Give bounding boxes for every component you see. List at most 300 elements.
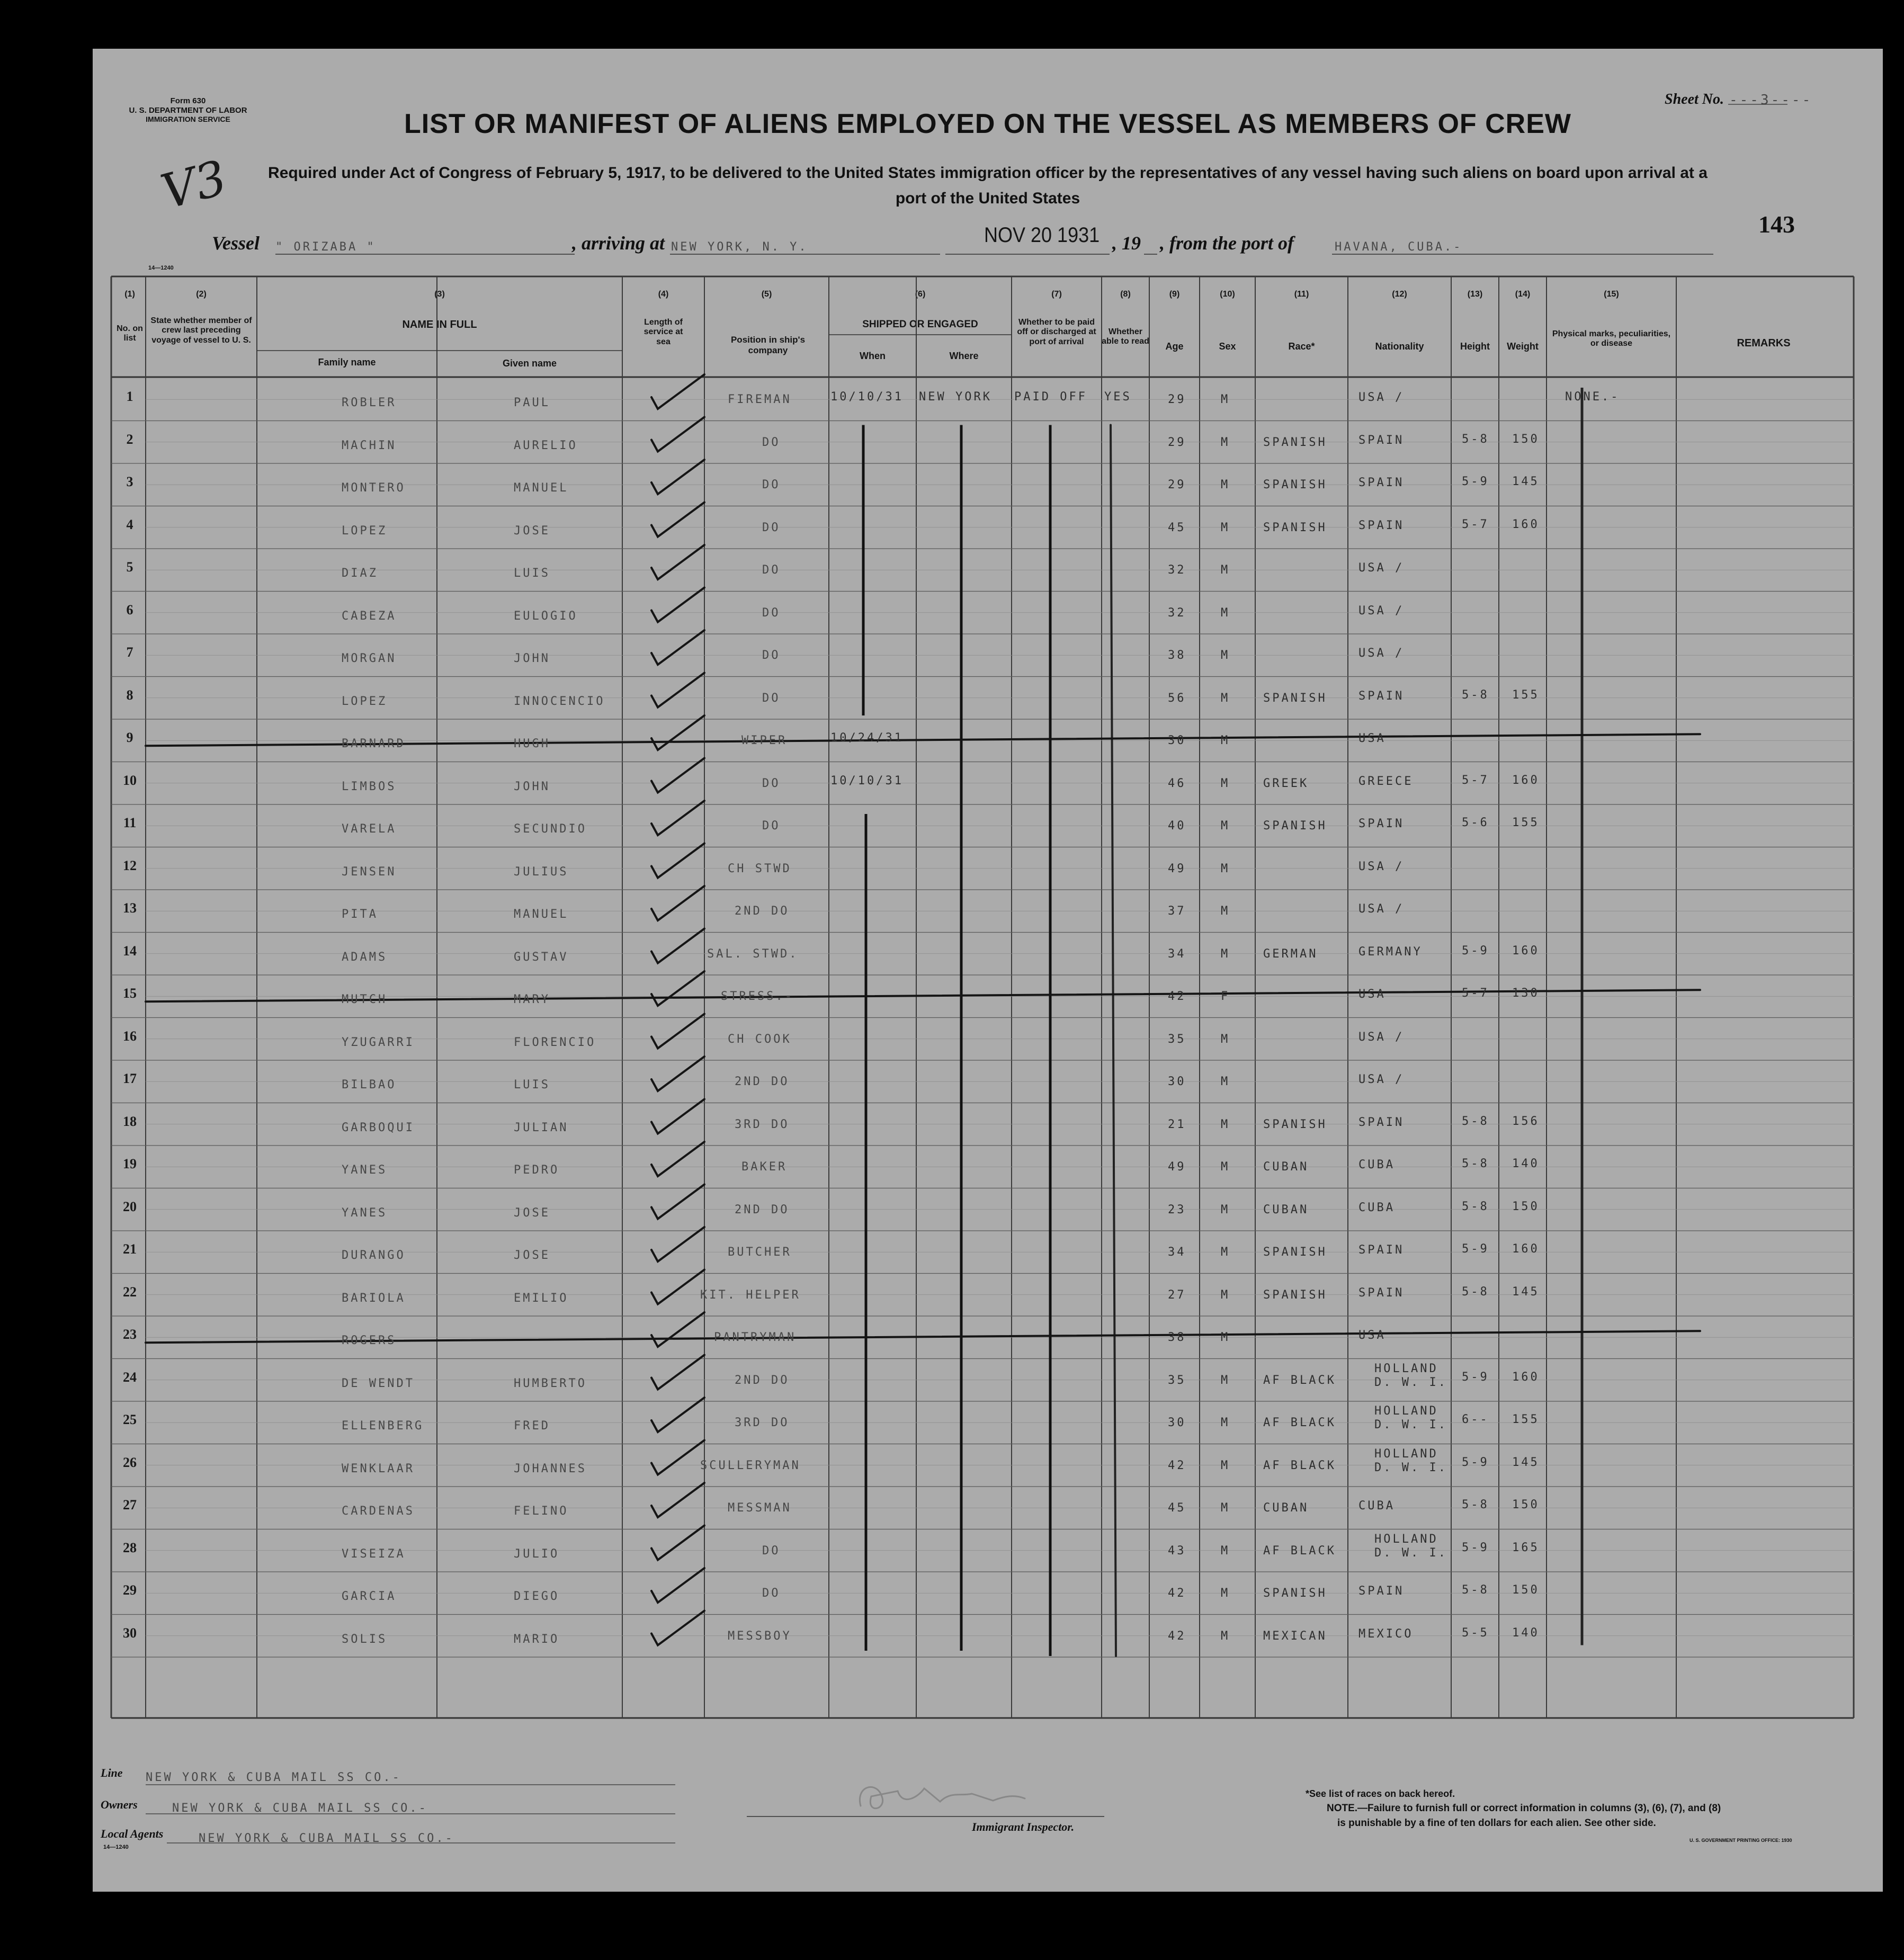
race: SPANISH bbox=[1263, 521, 1327, 534]
family-name: YANES bbox=[342, 1206, 388, 1220]
nationality: USA / bbox=[1358, 647, 1405, 660]
family-name: YZUGARRI bbox=[342, 1035, 415, 1049]
sex: M bbox=[1221, 1331, 1230, 1344]
position: MESSMAN bbox=[728, 1501, 792, 1515]
family-name: MACHIN bbox=[342, 438, 397, 452]
given-name: DIEGO bbox=[514, 1590, 560, 1603]
nationality: HOLLAND D. W. I. bbox=[1374, 1362, 1447, 1389]
age: 56 bbox=[1168, 691, 1186, 705]
line-value: NEW YORK & CUBA MAIL SS CO.- bbox=[146, 1771, 401, 1784]
height: 5-9 bbox=[1462, 1541, 1489, 1554]
col-num-1: (1) bbox=[124, 290, 135, 299]
owners-label: Owners bbox=[101, 1798, 138, 1811]
row-number: 23 bbox=[123, 1327, 137, 1342]
row-number: 22 bbox=[123, 1284, 137, 1300]
race: AF BLACK bbox=[1263, 1373, 1336, 1387]
sheet-value: ---3---- bbox=[1729, 92, 1813, 108]
row-number: 6 bbox=[126, 602, 133, 617]
given-name: JULIUS bbox=[514, 865, 569, 879]
shipped-when: 10/24/31 bbox=[830, 731, 904, 745]
age: 35 bbox=[1168, 1032, 1186, 1046]
col-num-14: (14) bbox=[1515, 290, 1531, 299]
service-checkmark bbox=[651, 886, 704, 920]
age: 30 bbox=[1168, 1075, 1186, 1088]
sex: M bbox=[1221, 1032, 1230, 1046]
row-number: 27 bbox=[123, 1497, 137, 1512]
age: 27 bbox=[1168, 1288, 1186, 1302]
given-name: FELINO bbox=[514, 1505, 569, 1518]
row-number: 3 bbox=[126, 474, 133, 489]
given-name: FLORENCIO bbox=[514, 1035, 596, 1049]
sex: M bbox=[1221, 1373, 1230, 1387]
given-name: JOSE bbox=[514, 1206, 550, 1220]
height: 5-5 bbox=[1462, 1626, 1489, 1640]
col-header-paid: Whether to be paid off or discharged at port of arrival bbox=[1017, 318, 1096, 346]
owners-value: NEW YORK & CUBA MAIL SS CO.- bbox=[172, 1802, 428, 1815]
row-number: 2 bbox=[126, 431, 133, 447]
age: 34 bbox=[1168, 1246, 1186, 1259]
subtitle-line-1: Required under Act of Congress of February 5, 1917, to be delivered to the United States immigration officer by the representatives of any vessel having such aliens on board upon arrival at a bbox=[268, 164, 1708, 182]
col-num-6: (6) bbox=[915, 290, 926, 299]
position: 2ND DO bbox=[735, 1075, 790, 1088]
sex: M bbox=[1221, 1587, 1230, 1600]
given-name: GUSTAV bbox=[514, 950, 569, 964]
height: 5-8 bbox=[1462, 432, 1489, 446]
row-number: 28 bbox=[123, 1540, 137, 1555]
weight: 130 bbox=[1512, 987, 1540, 1000]
row-number: 21 bbox=[123, 1241, 137, 1257]
given-name: AURELIO bbox=[514, 438, 578, 452]
nationality: HOLLAND D. W. I. bbox=[1374, 1404, 1447, 1431]
service-checkmark bbox=[651, 545, 704, 579]
weight: 140 bbox=[1512, 1157, 1540, 1170]
col-num-3: (3) bbox=[434, 290, 445, 299]
given-name: PEDRO bbox=[514, 1164, 560, 1177]
family-name: ADAMS bbox=[342, 950, 388, 964]
race: SPANISH bbox=[1263, 1117, 1327, 1131]
row-number: 20 bbox=[123, 1198, 137, 1214]
family-name: MORGAN bbox=[342, 652, 397, 665]
row-number: 10 bbox=[123, 772, 137, 788]
family-name: CARDENAS bbox=[342, 1505, 415, 1518]
height: 5-8 bbox=[1462, 1498, 1489, 1511]
weight: 160 bbox=[1512, 1242, 1540, 1256]
family-name: ROBLER bbox=[342, 396, 397, 409]
binder-hole bbox=[55, 720, 79, 745]
family-name: LOPEZ bbox=[342, 524, 388, 538]
shipped-when: 10/10/31 bbox=[830, 390, 904, 404]
service-name: IMMIGRATION SERVICE bbox=[146, 115, 230, 123]
family-name: SOLIS bbox=[342, 1632, 388, 1646]
row-number: 4 bbox=[126, 516, 133, 532]
printer-note: U. S. GOVERNMENT PRINTING OFFICE: 1930 bbox=[1690, 1838, 1792, 1843]
age: 45 bbox=[1168, 1501, 1186, 1515]
binder-hole bbox=[55, 1708, 79, 1732]
race: AF BLACK bbox=[1263, 1544, 1336, 1558]
position: DO bbox=[762, 435, 781, 449]
family-name: YANES bbox=[342, 1164, 388, 1177]
nationality: HOLLAND D. W. I. bbox=[1374, 1447, 1447, 1474]
service-checkmark bbox=[651, 971, 704, 1006]
inspector-label: Immigrant Inspector. bbox=[972, 1820, 1075, 1833]
given-name: PAUL bbox=[514, 396, 550, 409]
weight: 160 bbox=[1512, 1370, 1540, 1384]
col-header-race: Race* bbox=[1288, 341, 1315, 352]
nationality: USA / bbox=[1358, 1073, 1405, 1086]
service-checkmark bbox=[651, 1440, 704, 1475]
nationality: GERMANY bbox=[1358, 945, 1423, 959]
sex: F bbox=[1221, 990, 1230, 1003]
age: 40 bbox=[1168, 819, 1186, 833]
weight: 140 bbox=[1512, 1626, 1540, 1640]
service-checkmark bbox=[651, 460, 704, 494]
age: 35 bbox=[1168, 1373, 1186, 1387]
row-number: 13 bbox=[123, 900, 137, 916]
age: 29 bbox=[1168, 435, 1186, 449]
family-name: VARELA bbox=[342, 822, 397, 836]
weight: 155 bbox=[1512, 688, 1540, 702]
position: KIT. HELPER bbox=[700, 1288, 801, 1302]
from-port: HAVANA, CUBA.- bbox=[1335, 240, 1463, 254]
vessel-name: " ORIZABA " bbox=[275, 240, 376, 254]
age: 42 bbox=[1168, 1458, 1186, 1472]
sex: M bbox=[1221, 1629, 1230, 1643]
service-checkmark bbox=[651, 1099, 704, 1134]
col-header-crew: State whether member of crew last preceding voyage of vessel to U. S. bbox=[150, 316, 252, 345]
line-label: Line bbox=[101, 1766, 123, 1779]
given-name: HUGH bbox=[514, 737, 550, 750]
service-checkmark bbox=[651, 758, 704, 793]
agents-value: NEW YORK & CUBA MAIL SS CO.- bbox=[199, 1832, 454, 1845]
weight: 156 bbox=[1512, 1114, 1540, 1128]
service-checkmark bbox=[651, 503, 704, 537]
height: 5-8 bbox=[1462, 1285, 1489, 1299]
row-number: 7 bbox=[126, 645, 133, 660]
family-name: GARCIA bbox=[342, 1590, 397, 1603]
position: CH STWD bbox=[728, 862, 792, 875]
race: CUBAN bbox=[1263, 1501, 1309, 1515]
col-header-nationality: Nationality bbox=[1375, 341, 1424, 352]
row-number: 8 bbox=[126, 687, 133, 703]
given-name: LUIS bbox=[514, 567, 550, 580]
sex: M bbox=[1221, 478, 1230, 491]
given-name: FRED bbox=[514, 1419, 550, 1433]
position: DO bbox=[762, 1587, 781, 1600]
sex: M bbox=[1221, 734, 1230, 747]
row-number: 12 bbox=[123, 857, 137, 873]
family-name: PITA bbox=[342, 908, 378, 921]
race-note: *See list of races on back hereof. bbox=[1306, 1788, 1455, 1799]
service-checkmark bbox=[651, 1611, 704, 1645]
service-checkmark bbox=[651, 1185, 704, 1219]
footer-code: 14—1240 bbox=[103, 1844, 129, 1850]
position: MESSBOY bbox=[728, 1629, 792, 1643]
sex: M bbox=[1221, 1288, 1230, 1302]
date-stamp: NOV 20 1931 bbox=[984, 223, 1100, 247]
height: 5-7 bbox=[1462, 987, 1489, 1000]
nationality: SPAIN bbox=[1358, 1243, 1405, 1257]
binder-hole bbox=[55, 1335, 79, 1359]
service-checkmark bbox=[651, 630, 704, 665]
nationality: SPAIN bbox=[1358, 1286, 1405, 1300]
row-number: 15 bbox=[123, 986, 137, 1001]
row-number: 1 bbox=[126, 389, 133, 404]
col-header-height: Height bbox=[1460, 341, 1490, 352]
col-header-when: When bbox=[860, 351, 886, 361]
position: DO bbox=[762, 606, 781, 620]
position: DO bbox=[762, 1544, 781, 1558]
nationality: USA / bbox=[1358, 561, 1405, 575]
col-header-name: NAME IN FULL bbox=[402, 319, 477, 330]
sex: M bbox=[1221, 1458, 1230, 1472]
family-name: WENKLAAR bbox=[342, 1462, 415, 1475]
nationality: SPAIN bbox=[1358, 689, 1405, 703]
position: CH COOK bbox=[728, 1032, 792, 1046]
age: 37 bbox=[1168, 905, 1186, 918]
weight: 155 bbox=[1512, 816, 1540, 829]
height: 5-8 bbox=[1462, 1200, 1489, 1213]
col-header-sex: Sex bbox=[1219, 341, 1236, 352]
position: FIREMAN bbox=[728, 393, 792, 406]
row-number: 9 bbox=[126, 730, 133, 745]
family-name: BARIOLA bbox=[342, 1291, 406, 1305]
sex: M bbox=[1221, 1416, 1230, 1429]
department-name: U. S. DEPARTMENT OF LABOR bbox=[129, 106, 247, 115]
paid-off: PAID OFF bbox=[1014, 390, 1087, 404]
sex: M bbox=[1221, 819, 1230, 833]
row-number: 24 bbox=[123, 1369, 137, 1385]
age: 29 bbox=[1168, 393, 1186, 406]
row-number: 17 bbox=[123, 1071, 137, 1086]
height: 5-9 bbox=[1462, 1242, 1489, 1256]
nationality: USA / bbox=[1358, 1030, 1405, 1044]
position: 3RD DO bbox=[735, 1117, 790, 1131]
nationality: SPAIN bbox=[1358, 476, 1405, 489]
shipped-when: 10/10/31 bbox=[830, 774, 904, 787]
service-checkmark bbox=[651, 1270, 704, 1304]
nationality: SPAIN bbox=[1358, 1115, 1405, 1129]
binder-hole bbox=[55, 266, 79, 290]
row-number: 5 bbox=[126, 559, 133, 575]
given-name: JULIAN bbox=[514, 1121, 569, 1134]
age: 21 bbox=[1168, 1117, 1186, 1131]
position: 2ND DO bbox=[735, 1373, 790, 1387]
fine-note-1: NOTE.—Failure to furnish full or correct information in columns (3), (6), (7), and (8) bbox=[1327, 1803, 1721, 1814]
weight: 160 bbox=[1512, 944, 1540, 957]
race: SPANISH bbox=[1263, 819, 1327, 833]
col-num-11: (11) bbox=[1294, 290, 1309, 299]
sex: M bbox=[1221, 1203, 1230, 1216]
family-name: BILBAO bbox=[342, 1078, 397, 1091]
sex: M bbox=[1221, 649, 1230, 662]
given-name: EMILIO bbox=[514, 1291, 569, 1305]
age: 42 bbox=[1168, 1587, 1186, 1600]
age: 42 bbox=[1168, 1629, 1186, 1643]
col-num-13: (13) bbox=[1467, 290, 1483, 299]
row-number: 11 bbox=[123, 815, 137, 830]
row-number: 16 bbox=[123, 1028, 137, 1044]
position: DO bbox=[762, 478, 781, 491]
nationality: USA / bbox=[1358, 391, 1405, 404]
race: AF BLACK bbox=[1263, 1416, 1336, 1429]
height: 5-9 bbox=[1462, 475, 1489, 488]
weight: 150 bbox=[1512, 1200, 1540, 1213]
race: SPANISH bbox=[1263, 1246, 1327, 1259]
col-num-2: (2) bbox=[196, 290, 207, 299]
height: 5-9 bbox=[1462, 1370, 1489, 1384]
shipped-where: NEW YORK bbox=[919, 390, 992, 404]
nationality: MEXICO bbox=[1358, 1627, 1414, 1641]
col-header-weight: Weight bbox=[1507, 341, 1539, 352]
family-name: GARBOQUI bbox=[342, 1121, 415, 1134]
height: 5-8 bbox=[1462, 1583, 1489, 1597]
race: SPANISH bbox=[1263, 1587, 1327, 1600]
col-header-given: Given name bbox=[502, 358, 557, 369]
nationality: SPAIN bbox=[1358, 518, 1405, 532]
race: GREEK bbox=[1263, 776, 1309, 790]
weight: 150 bbox=[1512, 1583, 1540, 1597]
agents-label: Local Agents bbox=[101, 1827, 164, 1840]
weight: 145 bbox=[1512, 1285, 1540, 1299]
service-checkmark bbox=[651, 1398, 704, 1432]
arriving-label: , arriving at bbox=[572, 232, 665, 254]
race: SPANISH bbox=[1263, 478, 1327, 491]
service-checkmark bbox=[651, 417, 704, 452]
col-header-position: Position in ship's company bbox=[730, 335, 806, 355]
height: 5-9 bbox=[1462, 1455, 1489, 1469]
col-num-9: (9) bbox=[1169, 290, 1180, 299]
col-num-10: (10) bbox=[1220, 290, 1235, 299]
family-name: ROGERS bbox=[342, 1334, 397, 1347]
position: STRESS.- bbox=[721, 990, 794, 1003]
sex: M bbox=[1221, 691, 1230, 705]
col-header-remarks: REMARKS bbox=[1737, 337, 1791, 349]
race: CUBAN bbox=[1263, 1160, 1309, 1174]
nationality: CUBA bbox=[1358, 1499, 1395, 1512]
service-checkmark bbox=[651, 1483, 704, 1517]
weight: 165 bbox=[1512, 1541, 1540, 1554]
family-name: MUTCH bbox=[342, 993, 388, 1006]
sheet-label: Sheet No. bbox=[1665, 91, 1724, 108]
nationality: USA / bbox=[1358, 604, 1405, 617]
race: MEXICAN bbox=[1263, 1629, 1327, 1643]
row-number: 26 bbox=[123, 1454, 137, 1470]
sex: M bbox=[1221, 563, 1230, 577]
race: CUBAN bbox=[1263, 1203, 1309, 1216]
position: SCULLERYMAN bbox=[700, 1458, 801, 1472]
age: 32 bbox=[1168, 563, 1186, 577]
position: DO bbox=[762, 691, 781, 705]
weight: 145 bbox=[1512, 475, 1540, 488]
binder-hole bbox=[55, 634, 79, 658]
age: 30 bbox=[1168, 1416, 1186, 1429]
height: 5-9 bbox=[1462, 944, 1489, 957]
nationality: USA bbox=[1358, 732, 1386, 745]
position: DO bbox=[762, 521, 781, 534]
height: 5-7 bbox=[1462, 773, 1489, 787]
col-header-service: Length of service at sea bbox=[643, 318, 683, 346]
col-num-12: (12) bbox=[1392, 290, 1407, 299]
sex: M bbox=[1221, 1544, 1230, 1558]
sex: M bbox=[1221, 521, 1230, 534]
age: 45 bbox=[1168, 521, 1186, 534]
col-num-8: (8) bbox=[1120, 290, 1131, 299]
age: 32 bbox=[1168, 606, 1186, 620]
service-checkmark bbox=[651, 1526, 704, 1560]
col-header-shipped: SHIPPED OR ENGAGED bbox=[862, 319, 978, 330]
sex: M bbox=[1221, 1501, 1230, 1515]
binder-hole bbox=[55, 1249, 79, 1273]
sex: M bbox=[1221, 1160, 1230, 1174]
physical-marks: NONE.- bbox=[1565, 390, 1620, 404]
given-name: JOHN bbox=[514, 780, 550, 793]
weight: 150 bbox=[1512, 432, 1540, 446]
nationality: USA / bbox=[1358, 860, 1405, 873]
row-number: 19 bbox=[123, 1156, 137, 1171]
given-name: JOHANNES bbox=[514, 1462, 587, 1475]
position: 3RD DO bbox=[735, 1416, 790, 1429]
service-checkmark bbox=[651, 1568, 704, 1603]
age: 23 bbox=[1168, 1203, 1186, 1216]
given-name: MANUEL bbox=[514, 481, 569, 495]
manifest-grid bbox=[93, 49, 1883, 1892]
nationality: USA bbox=[1358, 988, 1386, 1001]
height: 6-- bbox=[1462, 1413, 1489, 1426]
age: 46 bbox=[1168, 776, 1186, 790]
from-label: , from the port of bbox=[1160, 232, 1294, 254]
nationality: USA bbox=[1358, 1329, 1386, 1342]
sex: M bbox=[1221, 1246, 1230, 1259]
family-name: DURANGO bbox=[342, 1249, 406, 1262]
service-checkmark bbox=[651, 844, 704, 878]
year-label: , 19 bbox=[1112, 232, 1141, 254]
family-name: VISEIZA bbox=[342, 1547, 406, 1561]
nationality: CUBA bbox=[1358, 1158, 1395, 1171]
row-number: 18 bbox=[123, 1113, 137, 1129]
age: 43 bbox=[1168, 1544, 1186, 1558]
given-name: SECUNDIO bbox=[514, 822, 587, 836]
service-checkmark bbox=[651, 1014, 704, 1049]
service-checkmark bbox=[651, 1355, 704, 1390]
nationality: CUBA bbox=[1358, 1201, 1395, 1214]
position: SAL. STWD. bbox=[707, 947, 799, 961]
page-number: 143 bbox=[1758, 211, 1795, 238]
given-name: JOHN bbox=[514, 652, 550, 665]
family-name: LOPEZ bbox=[342, 694, 388, 708]
height: 5-8 bbox=[1462, 688, 1489, 702]
given-name: MANUEL bbox=[514, 908, 569, 921]
nationality: GREECE bbox=[1358, 774, 1414, 788]
service-checkmark bbox=[651, 1227, 704, 1261]
given-name: MARIO bbox=[514, 1632, 560, 1646]
race: GERMAN bbox=[1263, 947, 1318, 961]
position: BUTCHER bbox=[728, 1246, 792, 1259]
family-name: JENSEN bbox=[342, 865, 397, 879]
col-header-age: Age bbox=[1165, 341, 1184, 352]
given-name: INNOCENCIO bbox=[514, 694, 605, 708]
service-checkmark bbox=[651, 1057, 704, 1091]
family-name: LIMBOS bbox=[342, 780, 397, 793]
service-checkmark bbox=[651, 801, 704, 835]
col-header-read: Whether able to read bbox=[1102, 327, 1149, 346]
ditto-mark-read bbox=[1111, 425, 1116, 1657]
form-code: 14—1240 bbox=[148, 265, 174, 271]
sex: M bbox=[1221, 862, 1230, 875]
manifest-sheet bbox=[93, 49, 1883, 1892]
col-header-where: Where bbox=[949, 351, 979, 361]
arriving-port: NEW YORK, N. Y. bbox=[671, 240, 808, 254]
weight: 160 bbox=[1512, 517, 1540, 531]
